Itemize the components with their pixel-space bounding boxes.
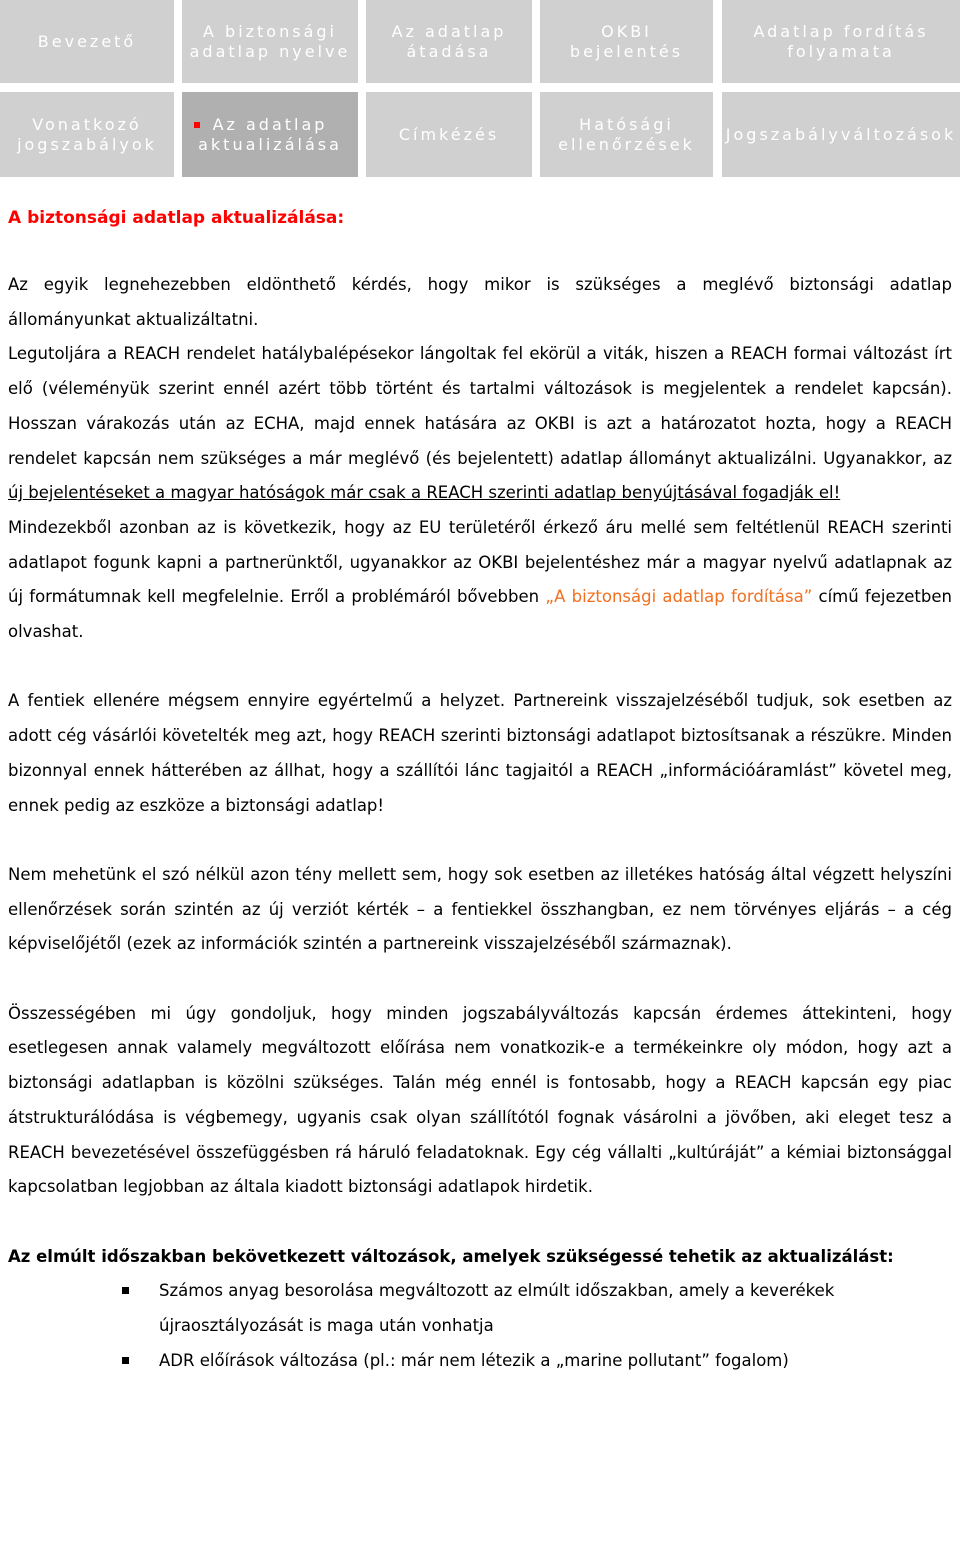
nav-tab-jogszabalyvaltozasok[interactable] bbox=[722, 92, 960, 177]
changes-list bbox=[8, 1274, 952, 1378]
paragraph-partner-feedback: A fentiek ellenére mégsem ennyire egyértelmű a helyzet. Partnereink visszajelzéséből tudjuk, sok esetben az adott cég vásárlói követelték meg azt, hogy REACH szerinti biztonsági adatlapot biztosítsanak a részükre. Minden bizonnyal ennek hátterében az állhat, hogy a szállítói lánc tagjaitól a REACH „információáramlást” követel meg, ennek pedig az eszköze a biztonsági adatlap! bbox=[8, 691, 952, 815]
spacer bbox=[8, 962, 952, 997]
spacer bbox=[8, 823, 952, 858]
nav-tab-cimkezes[interactable] bbox=[366, 92, 532, 177]
paragraph-text: című fejezetben olvashat. bbox=[8, 587, 952, 642]
nav-tab-adatlap-nyelve[interactable] bbox=[182, 0, 358, 83]
nav-tab-label: Az adatlap aktualizálása bbox=[198, 114, 342, 154]
page-title: A biztonsági adatlap aktualizálása: bbox=[8, 208, 345, 228]
paragraph-text: Mindezekből azonban az is következik, hogy az EU területéről érkező áru mellé sem feltétlenül REACH szerinti adatlapot fogunk kapni a partnerünktől, ugyanakkor az OKBI bejelentéshez már a magyar nyelvű adatlapnak az új formátumnak kell megfelelnie. Erről a problémáról bővebben bbox=[8, 517, 952, 607]
spacer bbox=[8, 650, 952, 685]
paragraph-intro: Az egyik legnehezebben eldönthető kérdés, hogy mikor is szükséges a meglévő biztonsági adatlap állományunkat aktualizáltatni. bbox=[8, 275, 952, 329]
paragraph-summary: Összességében mi úgy gondoljuk, hogy minden jogszabályváltozás kapcsán érdemes áttekinteni, hogy esetlegesen annak valamely megváltozott előírása nem vonatkozik-e a termékeinkre oly módon, hogy azt a biztonsági adatlapban is közölni szükséges. Talán még ennél is fontosabb, hogy a REACH kapcsán egy piac átstrukturálódása is végbemegy, ugyanis csak olyan szállítótól fognak vásárolni a jövőben, aki eleget tesz a REACH bevezetésével összefüggésben rá háruló feladatoknak. Egy cég vállalti „kultúráját” a kémiai biztonsággal kapcsolatban legjobban az általa kiadott biztonsági adatlapok hirdetik. bbox=[8, 1003, 952, 1197]
nav-tab-label: A biztonsági adatlap nyelve bbox=[189, 21, 351, 61]
nav-tab-label: Adatlap fordítás folyamata bbox=[753, 21, 929, 61]
chapter-link[interactable]: „A biztonsági adatlap fordítása” bbox=[545, 587, 813, 607]
nav-tab-label: Jogszabályváltozások bbox=[725, 124, 957, 144]
nav-tab-okbi-bejelentes[interactable] bbox=[540, 0, 713, 83]
active-bullet-icon bbox=[194, 122, 200, 128]
nav-tab-label: Címkézés bbox=[398, 124, 500, 144]
nav-tab-vonatkozo-jogszabalyok[interactable] bbox=[0, 92, 174, 177]
nav-tab-adatlap-forditas[interactable] bbox=[722, 0, 960, 83]
square-bullet-icon bbox=[122, 1357, 129, 1364]
section-heading-changes: Az elmúlt időszakban bekövetkezett változások, amelyek szükségessé tehetik az aktualizálást: bbox=[8, 1246, 894, 1266]
list-item-text: Számos anyag besorolása megváltozott az elmúlt időszakban, amely a keverékek újraosztályozását is maga után vonhatja bbox=[159, 1281, 835, 1336]
nav-tab-label: Az adatlap átadása bbox=[391, 21, 507, 61]
paragraph-eu-import bbox=[8, 511, 952, 650]
paragraph-text: Legutoljára a REACH rendelet hatálybalépésekor lángoltak fel ekörül a viták, hiszen a REACH formai változást írt elő (véleményük szerint ennél azért több történt és tartalmi változások is megjelentek a rendelet kapcsán). Hosszan várakozás után az ECHA, majd ennek hatására az OKBI is azt a határozatot hozta, hogy a REACH rendelet kapcsán nem szükséges a már meglévő (és bejelentett) adatlap állományt aktualizálni. Ugyanakkor, az bbox=[8, 344, 952, 468]
spacer bbox=[8, 1205, 952, 1240]
list-item-text: ADR előírások változása (pl.: már nem létezik a „marine pollutant” fogalom) bbox=[159, 1350, 789, 1370]
square-bullet-icon bbox=[122, 1287, 129, 1294]
nav-tab-label: Vonatkozó jogszabályok bbox=[17, 114, 157, 154]
main-content bbox=[8, 206, 952, 1378]
paragraph-authority-checks: Nem mehetünk el szó nélkül azon tény mellett sem, hogy sok esetben az illetékes hatóság által végzett helyszíni ellenőrzések során szintén az új verziót kérték – a fentiekkel összhangban, ez nem törvényes eljárás – a cég képviselőjétől (ezek az információk szintén a partnereink visszajelzéséből származnak). bbox=[8, 864, 952, 954]
nav-tab-hatosagi-ellenorzesek[interactable] bbox=[540, 92, 713, 177]
nav-tab-label: Bevezető bbox=[37, 31, 137, 51]
top-navigation bbox=[0, 0, 960, 180]
nav-tab-adatlap-aktualizalasa[interactable] bbox=[182, 92, 358, 177]
list-item bbox=[159, 1344, 952, 1379]
underlined-statement: új bejelentéseket a magyar hatóságok már csak a REACH szerinti adatlap benyújtásával fogadják el! bbox=[8, 483, 841, 503]
paragraph-reach-history bbox=[8, 337, 952, 511]
list-item bbox=[159, 1274, 952, 1343]
nav-tab-adatlap-atadasa[interactable] bbox=[366, 0, 532, 83]
nav-tab-label: Hatósági ellenőrzések bbox=[558, 114, 695, 154]
nav-tab-label: OKBI bejelentés bbox=[569, 21, 684, 61]
nav-tab-bevezeto[interactable] bbox=[0, 0, 174, 83]
